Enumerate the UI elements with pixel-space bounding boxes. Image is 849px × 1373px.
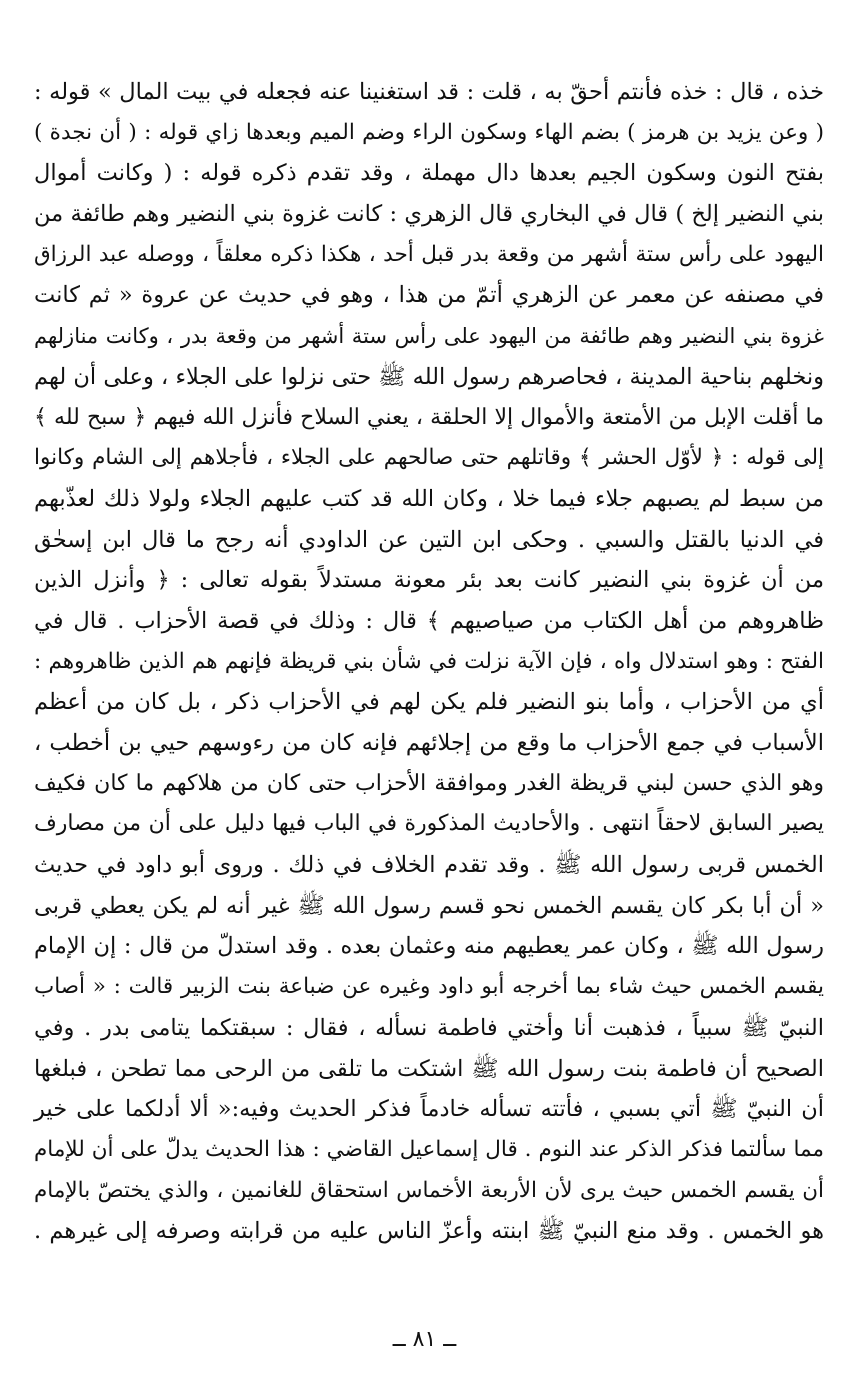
text-line: وهو الذي حسن لبني قريظة الغدر وموافقة الأحزاب حتى كان من هلاكهم ما كان فكيف [34,770,824,796]
body-text [34,72,824,1252]
text-line: الأسباب في جمع الأحزاب ما وقع من إجلائهم فإنه كان من رءوسهم حيي بن أخطب ، [34,730,824,756]
text-line: أن النبيّ ﷺ أتي بسبي ، فأتته تسأله خادماً فذكر الحديث وفيه:« ألا أدلكما على خير [34,1096,824,1123]
text-line: في الدنيا بالقتل والسبي . وحكى ابن التين عن الداودي أنه رجح ما قال ابن إسحٰق [34,526,824,553]
text-line: أي من الأحزاب ، وأما بنو النضير فلم يكن لهم في الأحزاب ذكر ، بل كان من أعظم [34,689,824,716]
text-line: ظاهروهم من أهل الكتاب من صياصيهم ﴾ قال : وذلك في قصة الأحزاب . قال في [34,607,824,634]
text-line: الصحيح أن فاطمة بنت رسول الله ﷺ اشتكت ما تلقى من الرحى مما تطحن ، فبلغها [34,1055,824,1082]
text-line: ونخلهم بناحية المدينة ، فحاصرهم رسول الله ﷺ حتى نزلوا على الجلاء ، وعلى أن لهم [34,363,824,390]
text-line: إلى قوله : ﴿ لأوّل الحشر ﴾ وقاتلهم حتى صالحهم على الجلاء ، فأجلاهم إلى الشام وكانوا [34,445,824,471]
text-line: رسول الله ﷺ ، وكان عمر يعطيهم منه وعثمان بعده . وقد استدلّ من قال : إن الإمام [34,933,824,960]
text-line: في مصنفه عن معمر عن الزهري أتمّ من هذا ، وهو في حديث عن عروة « ثم كانت [34,282,824,309]
text-line: غزوة بني النضير وهم طائفة من اليهود على رأس ستة أشهر من وقعة بدر ، وكانت منازلهم [34,324,824,349]
page-number: ــ ٨١ ــ [392,1327,457,1352]
text-line: ( وعن يزيد بن هرمز ) بضم الهاء وسكون الراء وضم الميم وبعدها زاي قوله : ( أن نجدة ) [34,119,824,145]
text-line: هو الخمس . وقد منع النبيّ ﷺ ابنته وأعزّ الناس عليه من قرابته وصرفه إلى غيرهم . [34,1218,824,1245]
text-line: من أن غزوة بني النضير كانت بعد بئر معونة مستدلاً بقوله تعالى : ﴿ وأنزل الذين [34,567,824,594]
text-line: بني النضير إلخ ) قال في البخاري قال الزهري : كانت غزوة بني النضير وهم طائفة من [34,201,824,228]
text-line: اليهود على رأس ستة أشهر من وقعة بدر قبل أحد ، هكذا ذكره معلقاً ، ووصله عبد الرزاق [34,241,824,267]
text-line: الفتح : وهو استدلال واه ، فإن الآية نزلت في شأن بني قريظة فإنهم هم الذين ظاهروهم : [34,648,824,674]
text-line: من سبط لم يصبهم جلاء فيما خلا ، وكان الله قد كتب عليهم الجلاء ولولا ذلك لعذّبهم [34,485,824,512]
text-line: بفتح النون وسكون الجيم بعدها دال مهملة ، وقد تقدم ذكره قوله : ( وكانت أموال [34,160,824,187]
text-line: يقسم الخمس حيث شاء بما أخرجه أبو داود وغيره عن ضباعة بنت الزبير قالت : « أصاب [34,974,824,1000]
text-line: الخمس قربى رسول الله ﷺ . وقد تقدم الخلاف في ذلك . وروى أبو داود في حديث [34,852,824,879]
text-line: النبيّ ﷺ سبياً ، فذهبت أنا وأختي فاطمة نسأله ، فقال : سبقتكما يتامى بدر . وفي [34,1014,824,1041]
text-line: يصير السابق لاحقاً انتهى . والأحاديث المذكورة في الباب فيها دليل على أن من مصارف [34,811,824,837]
text-line: ما أقلت الإبل من الأمتعة والأموال إلا الحلقة ، يعني السلاح فأنزل الله فيهم ﴿ سبح لله ﴾ [34,404,824,430]
text-line: خذه ، قال : خذه فأنتم أحقّ به ، قلت : قد استغنينا عنه فجعله في بيت المال » قوله : [34,79,824,105]
text-line: أن يقسم الخمس حيث يرى لأن الأربعة الأخماس استحقاق للغانمين ، والذي يختصّ بالإمام [34,1177,824,1203]
text-line: « أن أبا بكر كان يقسم الخمس نحو قسم رسول الله ﷺ غير أنه لم يكن يعطي قربى [34,892,824,919]
text-line: مما سألتما فذكر الذكر عند النوم . قال إسماعيل القاضي : هذا الحديث يدلّ على أن للإمام [34,1136,824,1162]
